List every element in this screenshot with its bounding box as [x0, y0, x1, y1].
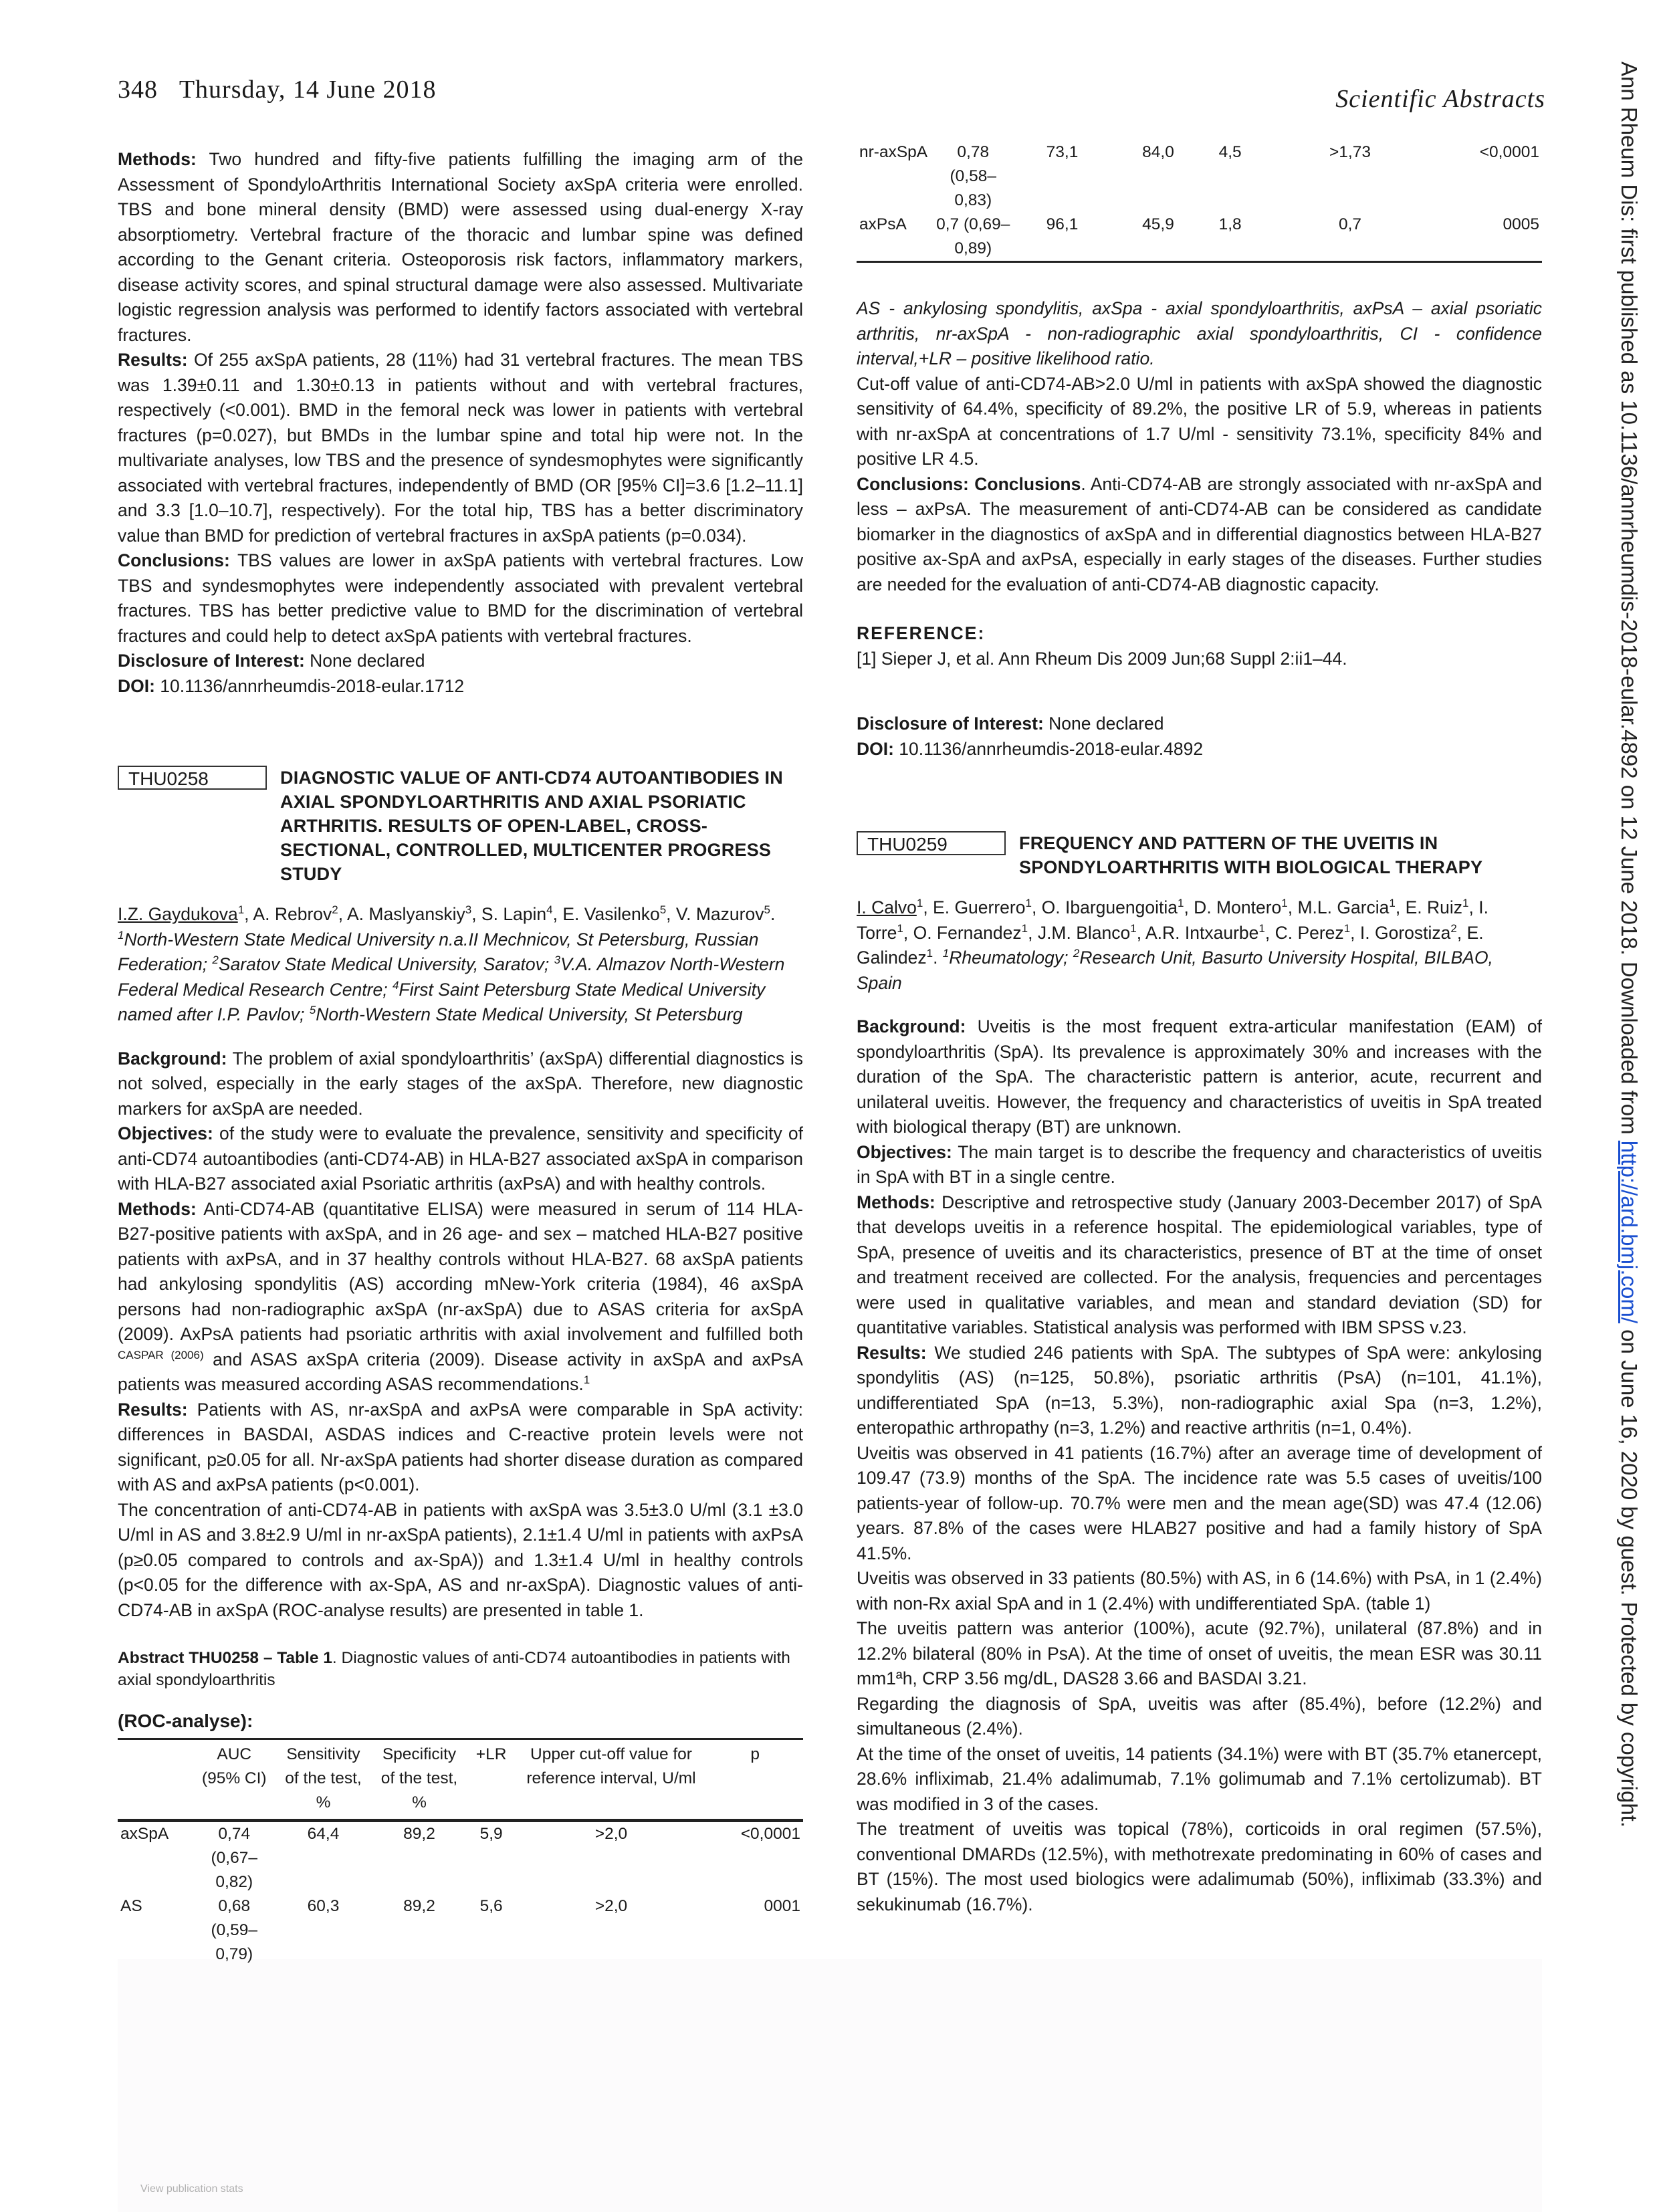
table-caption: Abstract THU0258 – Table 1. Diagnostic values of anti-CD74 autoantibodies in patients with axial spondyloarthritis [118, 1649, 790, 1689]
section-title: Scientific Abstracts [1335, 85, 1545, 113]
copyright-sidebar: Ann Rheum Dis: first published as 10.1136/annrheumdis-2018-eular.4892 on 12 June 2018. Downloaded from http://ard.bmj.com/ on June 16, 2020 by guest. Protected by copyright. [1617, 62, 1642, 1828]
abstract-header-thu0258 [118, 766, 803, 886]
methods: Methods: Descriptive and retrospective study (January 2003-December 2017) of SpA that develops uveitis in a reference hospital. The epidemiological variables, type of SpA, presence of uveitis and its characteristics, presence of BT at the time of onset and treatment received are collected. For the analysis, frequencies and percentages were used in qualitative variables, and mean and standard deviation (SD) for quantitative variables. Statistical analysis was performed with IBM SPSS v.23. [857, 1192, 1542, 1337]
table-row: nr-axSpA 0,78 (0,58–0,83) 73,1 84,0 4,5 >1,73 <0,0001 [859, 143, 1539, 209]
results-para-5: Regarding the diagnosis of SpA, uveitis was after (85.4%), before (12.2%) and simultaneous (2.4%). [857, 1693, 1542, 1739]
reference-heading: REFERENCE: [857, 623, 986, 643]
prev-disclosure: Disclosure of Interest: None declared [118, 651, 425, 671]
results: Results: Patients with AS, nr-axSpA and axPsA were comparable in SpA activity: differences in BASDAI, ASDAS indices and C-reactive protein levels were not significant, p≥0.05 for all. Nr-axSpA patients had shorter disease duration as compared with AS and axPsA patients (p<0.001). [118, 1399, 803, 1495]
table-row: AS 0,68 (0,59–0,79) 60,3 89,2 5,6 >2,0 0001 [120, 1896, 800, 1963]
background: Background: The problem of axial spondyloarthritis’ (axSpA) differential diagnostics is not solved, especially in the early stages of the axSpA. Therefore, new diagnostic markers for axSpA are needed. [118, 1048, 803, 1119]
results-para-2: Uveitis was observed in 41 patients (16.7%) after an average time of development of 109.47 (73.9) months of the SpA. The incidence rate was 5.5 cases of uveitis/100 patients-year of follow-up. 70.7% were men and the mean age(SD) was 47.4 (12.06) years. 87.8% of the cases were HLAB27 positive and had a family history of SpA 41.5%. [857, 1442, 1542, 1563]
results-para-6: At the time of the onset of uveitis, 14 patients (34.1%) were with BT (35.7% etanercept, 28.6% infliximab, 21.4% adalimumab, 7.1% golimumab and 7.1% certolizumab). BT was modified in 3 of the cases. [857, 1743, 1542, 1814]
results: Results: We studied 246 patients with SpA. The subtypes of SpA were: ankylosing spondylitis (AS) (n=125, 50.8%), psoriatic arthritis (PsA) (n=101, 41.1%), undifferentiated SpA (n=13, 5.3%), non-radiographic axial Spa (n=3, 1.2%), enteropathic arthropathy (n=3, 1.2%) and reactive arthritis (n=1, 0.4%). [857, 1342, 1542, 1438]
abstract-id-badge: THU0258 [118, 766, 267, 790]
author-list: I. Calvo$^1$, E. Guerrero$^1$, O. Ibarguengoitia$^1$, D. Montero$^1$, M.L. Garcia$^1$, E. Ruiz$^1$, I. Torre$^1$, O. Fernandez$^1$, J.M. Blanco$^1$, A.R. Intxaurbe$^1$, C. Perez$^1$, I. Gorostiza$^2$, E. Galindez$^1$. $^1$Rheumatology; $^2$Research Unit, Basurto University Hospital, BILBAO, Spain [857, 897, 1493, 993]
prev-methods: Methods: Two hundred and fifty-five patients fulfilling the imaging arm of the Assessment of SpondyloArthritis International Society axSpA criteria were enrolled. TBS and bone mineral density (BMD) were assessed using dual-energy X-ray absorptiometry. Vertebral fracture of the thoracic and lumbar spine was defined according to the Genant criteria. Osteoporosis risk factors, inflammatory markers, disease activity scores, and spinal structural damage were also assessed. Multivariate logistic regression analysis was performed to identify factors associated with vertebral fractures. [118, 149, 803, 345]
roc-title: (ROC-analyse): [118, 1710, 253, 1731]
issue-date: Thursday, 14 June 2018 [179, 76, 437, 104]
reference-item: [1] Sieper J, et al. Ann Rheum Dis 2009 Jun;68 Suppl 2:ii1–44. [857, 648, 1347, 669]
page-number: 348 [118, 76, 158, 104]
bottom-panel [118, 1959, 1542, 2212]
results-para-4: The uveitis pattern was anterior (100%), acute (92.7%), unilateral (87.8%) and in 12.2% bilateral (80% in PsA). At the time of onset of uveitis, the mean ESR was 30.11 mm1ªh, CRP 3.56 mg/dL, DAS28 3.66 and BASDAI 3.21. [857, 1618, 1542, 1688]
roc-table-continued [857, 140, 1542, 263]
methods: Methods: Anti-CD74-AB (quantitative ELISA) were measured in serum of 114 HLA-B27-positive patients with axSpA, and in 26 age- and sex – matched HLA-B27 positive patients with axPsA, and in 37 healthy controls without HLA-B27. 68 axSpA patients had ankylosing spondylitis (AS) according mNew-York criteria (1984), 46 axSpA persons had non-radiographic axSpA (nr-axSpA) due to ASAS criteria for axSpA (2009). AxPsA patients had psoriatic arthritis with axial involvement and fulfilled both $^{CASPAR (2006)}$ and ASAS axSpA criteria (2009). Disease activity in axSpA and axPsA patients was measured according ASAS recommendations.$^1$ [118, 1198, 803, 1394]
abstract-id-badge: THU0259 [857, 831, 1006, 855]
presenting-author: I. Calvo [857, 897, 917, 917]
doi-link[interactable]: 10.1136/annrheumdis-2018-eular.4892 [893, 738, 1204, 759]
abstract-title: DIAGNOSTIC VALUE OF ANTI-CD74 AUTOANTIBODIES IN AXIAL SPONDYLOARTHRITIS AND AXIAL PSORIATIC ARTHRITIS. RESULTS OF OPEN-LABEL, CROSS-SECTIONAL, CONTROLLED, MULTICENTER PROGRESS STUDY [280, 768, 783, 884]
table-row: axPsA 0,7 (0,69–0,89) 96,1 45,9 1,8 0,7 0005 [857, 213, 1542, 262]
doi-link[interactable]: 10.1136/annrheumdis-2018-eular.1712 [154, 675, 465, 696]
prev-results: Results: Of 255 axSpA patients, 28 (11%) had 31 vertebral fractures. The mean TBS was 1.39±0.11 and 1.30±0.13 in patients without and with vertebral fractures, respectively (<0.001). BMD in the femoral neck was lower in patients with vertebral fractures (p=0.027), but BMDs in the lumbar spine and total hip were not. In the multivariate analyses, low TBS and the presence of syndesmophytes were significantly associated with vertebral fractures, independently of BMD (OR [95% CI]=3.6 [1.2–11.1] and 3.3 [1.0–10.7], respectively). For the total hip, TBS has a better discriminatory value than BMD for prediction of vertebral fractures in axSpA patients (p=0.034). [118, 350, 803, 546]
doi: DOI: 10.1136/annrheumdis-2018-eular.4892 [857, 738, 1204, 759]
right-column [857, 140, 1542, 1917]
presenting-author: I.Z. Gaydukova [118, 904, 238, 924]
table-header-row: AUC (95% CI) Sensitivity of the test, % Specificity of the test, % +LR Upper cut-off value for reference interval, U/ml p [118, 1739, 803, 1820]
view-publication-stats-link[interactable]: View publication stats [140, 2183, 243, 2195]
disclosure: Disclosure of Interest: None declared [857, 713, 1164, 734]
journal-link[interactable]: http://ard.bmj.com/ [1617, 1140, 1642, 1324]
prev-conclusions: Conclusions: TBS values are lower in axSpA patients with vertebral fractures. Low TBS and syndesmophytes were independently associated with prevalent vertebral fractures. TBS has better predictive value to BMD for the discrimination of vertebral fractures and could help to detect axSpA patients with vertebral fractures. [118, 550, 803, 646]
roc-table [118, 1738, 803, 1967]
prev-doi: DOI: 10.1136/annrheumdis-2018-eular.1712 [118, 675, 465, 696]
page-header [118, 75, 437, 104]
objectives: Objectives: of the study were to evaluate the prevalence, sensitivity and specificity of anti-CD74 autoantibodies (anti-CD74-AB) in HLA-B27 associated axSpA in comparison with HLA-B27 associated axial Psoriatic arthritis (axPsA) and with healthy controls. [118, 1123, 803, 1194]
abstract-header-thu0259 [857, 831, 1542, 879]
results-para-7: The treatment of uveitis was topical (78%), corticoids in oral regimen (57.5%), conventional DMARDs (12.5%), with methotrexate predominating in 60% of cases and BT (15%). The most used biologics were adalimumab (50%), infliximab (33.3%) and sekukinumab (16.7%). [857, 1819, 1542, 1914]
conclusions: Conclusions: Conclusions. Anti-CD74-AB are strongly associated with nr-axSpA and less – axPsA. The measurement of anti-CD74-AB can be considered as candidate biomarker in the diagnostics of axSpA and in differential diagnostics between HLA-B27 positive ax-SpA and axPsA, especially in early stages of the diseases. Further studies are needed for the evaluation of anti-CD74-AB diagnostic capacity. [857, 473, 1542, 594]
results-concentration: The concentration of anti-CD74-AB in patients with axSpA was 3.5±3.0 U/ml (3.1 ±3.0 U/ml in AS and 3.8±2.9 U/ml in nr-axSpA patients), 2.1±1.4 U/ml in patients with axPsA (p≥0.05 compared to controls and ax-SpA)) and 1.3±1.4 U/ml in healthy controls (p<0.05 for the difference with ax-SpA, AS and nr-axSpA). Diagnostic values of anti-CD74-AB in axSpA (ROC-analyse results) are presented in table 1. [118, 1499, 803, 1620]
objectives: Objectives: The main target is to describe the frequency and characteristics of uveitis in SpA with BT in a single centre. [857, 1141, 1542, 1187]
table-row: axSpA 0,74 (0,67–0,82) 64,4 89,2 5,9 >2,0 <0,0001 [120, 1824, 800, 1891]
results-para-3: Uveitis was observed in 33 patients (80.5%) with AS, in 6 (14.6%) with PsA, in 1 (2.4%) with non-Rx axial SpA and in 1 (2.4%) with undifferentiated SpA. (table 1) [857, 1568, 1542, 1614]
table-footnote: AS - ankylosing spondylitis, axSpa - axial spondyloarthritis, axPsA – axial psoriatic arthritis, nr-axSpA - non-radiographic axial spondyloarthritis, CI - confidence interval,+LR – positive likelihood ratio. [857, 298, 1542, 368]
affiliations: $^1$North-Western State Medical University n.a.II Mechnicov, St Petersburg, Russian Federation; $^2$Saratov State Medical University, Saratov; $^3$V.A. Almazov North-Western Federal Medical Research Centre; $^4$First Saint Petersburg State Medical University named after I.P. Pavlov; $^5$North-Western State Medical University, St Petersburg [118, 928, 785, 1024]
affiliations: $^1$Rheumatology; $^2$Research Unit, Basurto University Hospital, BILBAO, Spain [857, 947, 1493, 993]
author-list: I.Z. Gaydukova$^1$, A. Rebrov$^2$, A. Maslyanskiy$^3$, S. Lapin$^4$, E. Vasilenko$^5$, V. Mazurov$^5$. $^1$North-Western State Medical University n.a.II Mechnicov, St Petersburg, Russian Federation; $^2$Saratov State Medical University, Saratov; $^3$V.A. Almazov North-Western Federal Medical Research Centre; $^4$First Saint Petersburg State Medical University named after I.P. Pavlov; $^5$North-Western State Medical University, St Petersburg [118, 903, 785, 1024]
background: Background: Uveitis is the most frequent extra-articular manifestation (EAM) of spondyloarthritis (SpA). Its prevalence is approximately 30% and increases with the duration of the SpA. The characteristic pattern is anterior, acute, recurrent and unilateral uveitis. However, the frequency and characteristics of uveitis in SpA treated with biological therapy (BT) are unknown. [857, 1016, 1542, 1137]
left-column [118, 147, 803, 1967]
cutoff-text: Cut-off value of anti-CD74-AB>2.0 U/ml in patients with axSpA showed the diagnostic sensitivity of 64.4%, specificity of 89.2%, the positive LR of 5.9, whereas in patients with nr-axSpA at concentrations of 1.7 U/ml - sensitivity 73.1%, specificity 84% and positive LR 4.5. [857, 373, 1542, 469]
abstract-title: FREQUENCY AND PATTERN OF THE UVEITIS IN SPONDYLOARTHRITIS WITH BIOLOGICAL THERAPY [1019, 833, 1483, 877]
